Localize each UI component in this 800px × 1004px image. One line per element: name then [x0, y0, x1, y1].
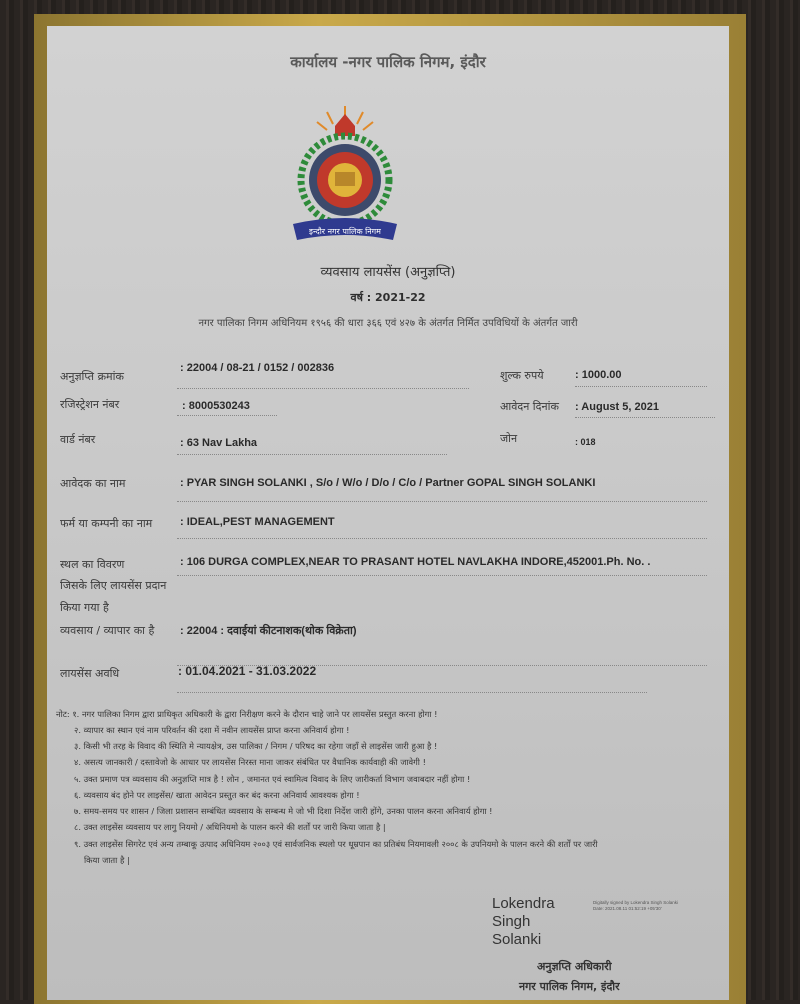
note-item: ८. उक्त लाइसेंस व्यवसाय पर लागु नियमो / अधिनियमो के पालन करने की शर्तों पर जारी किया जाता है |: [74, 822, 386, 832]
registration-number-label: रजिस्ट्रेशन नंबर: [60, 398, 120, 411]
license-validity-value: : 01.04.2021 - 31.03.2022: [178, 664, 317, 678]
note-item: किया जाता है |: [84, 855, 130, 865]
fee-label: शुल्क रुपये: [500, 369, 544, 382]
registration-number-value: : 8000530243: [182, 400, 250, 412]
officer-organization: नगर पालिक निगम, इंदौर: [519, 980, 620, 993]
note-item: ४. असत्य जानकारी / दस्तावेजो के आधार पर लायसेंस निरस्त माना जाकर संबंधित पर वैधानिक कार्यवाही की जावेगी !: [74, 757, 426, 767]
applicant-name-value: : PYAR SINGH SOLANKI , S/o / W/o / D/o / C/o / Partner GOPAL SINGH SOLANKI: [180, 477, 596, 489]
document-title: व्यवसाय लायसेंस (अनुज्ञप्ति): [320, 265, 456, 280]
note-item: ५. उक्त प्रमाण पत्र व्यवसाय की अनुज्ञप्ति मात्र है ! लोन , जमानत एवं स्वामित्व विवाद के लिए जारीकर्ता विभाग जवाबदार नहीं होगा !: [74, 774, 471, 784]
ward-number-value: : 63 Nav Lakha: [180, 437, 258, 449]
license-number-value: : 22004 / 08-21 / 0152 / 002836: [180, 362, 335, 374]
note-item: २. व्यापार का स्थान एवं नाम परिवर्तन की दशा में नवीन लायसेंस प्राप्त करना अनिवार्य होगा !: [74, 725, 350, 735]
application-date-label: आवेदन दिनांक: [500, 400, 559, 413]
year-label: वर्ष : 2021-22: [350, 291, 426, 304]
ward-number-label: वार्ड नंबर: [60, 433, 96, 446]
officer-title: अनुज्ञप्ति अधिकारी: [537, 960, 612, 973]
location-label: स्थल का विवरण: [60, 558, 125, 571]
signatory-name: [492, 895, 555, 949]
office-header: कार्यालय -नगर पालिक निगम, इंदौर: [290, 53, 486, 71]
note-item: ९. उक्त लाइसेंस सिगरेट एवं अन्य तम्बाकू उत्पाद अधिनियम २००३ एवं सार्वजनिक स्थलो पर धूम्रपान का प्रतिबंध नियमावली २००८ के उपनियमो के पालन करने की शर्तों पर जारी: [74, 839, 598, 849]
applicant-name-label: आवेदक का नाम: [60, 477, 126, 490]
signature-name-line: Singh: [492, 913, 531, 930]
digital-signature-line: Digitally signed by Lokendra Singh Solanki: [593, 900, 679, 905]
note-item: ३. किसी भी तरह के विवाद की स्थिति मे न्यायक्षेत्र, उस पालिका / निगम / परिषद का रहेगा जहाँ से लाइसेंस जारी हुआ है !: [74, 741, 438, 751]
note-item: ६. व्यवसाय बंद होने पर लाइसेंस/ खाता आवेदन प्रस्तुत कर बंद करना अनिवार्य आवश्यक होगा !: [74, 790, 360, 800]
license-validity-label: लायसेंस अवधि: [60, 667, 120, 680]
digital-signature-date: Date: 2021.08.11 01:52:19 +05'30': [593, 906, 662, 911]
note-item: नोट: १. नगर पालिका निगम द्वारा प्राधिकृत अधिकारी के द्वारा निरीक्षण करने के दौरान चाहे जाने पर लायसेंस प्रस्तुत करना होगा !: [56, 709, 438, 719]
signature-name-line: Solanki: [492, 931, 542, 948]
act-reference: नगर पालिका निगम अधिनियम १९५६ की धारा ३६६ एवं ४२७ के अंतर्गत निर्मित उपविधियों के अंतर्गत जारी: [198, 318, 578, 329]
application-date-value: : August 5, 2021: [575, 401, 659, 413]
firm-name-value: : IDEAL,PEST MANAGEMENT: [180, 516, 335, 528]
fee-value: : 1000.00: [575, 369, 622, 381]
zone-value: : 018: [575, 437, 596, 447]
svg-text:इन्दौर नगर पालिक निगम: इन्दौर नगर पालिक निगम: [309, 227, 381, 236]
signature-name-line: Lokendra: [492, 895, 555, 912]
digital-signature-details: [593, 900, 678, 912]
business-type-value: : 22004 : दवाईयां कीटनाशक(थोक विक्रेता): [180, 625, 357, 637]
location-value: : 106 DURGA COMPLEX,NEAR TO PRASANT HOTEL NAVLAKHA INDORE,452001.Ph. No. .: [180, 556, 651, 568]
zone-label: जोन: [500, 432, 518, 445]
license-number-label: अनुज्ञप्ति क्रमांक: [60, 370, 124, 383]
note-item: ७. समय-समय पर शासन / जिला प्रशासन सम्बंधित व्यवसाय के सम्बन्ध मे जो भी दिशा निर्देश जारी होंगे, उनका पालन करना अनिवार्य होगा !: [74, 806, 493, 816]
location-label-line3: किया गया है: [60, 601, 109, 614]
municipal-emblem-logo: [283, 104, 407, 250]
license-certificate: [47, 26, 729, 1000]
business-type-label: व्यवसाय / व्यापार का है: [60, 624, 155, 637]
firm-name-label: फर्म या कम्पनी का नाम: [60, 517, 153, 530]
location-label-line2: जिसके लिए लायसेंस प्रदान: [60, 579, 167, 592]
